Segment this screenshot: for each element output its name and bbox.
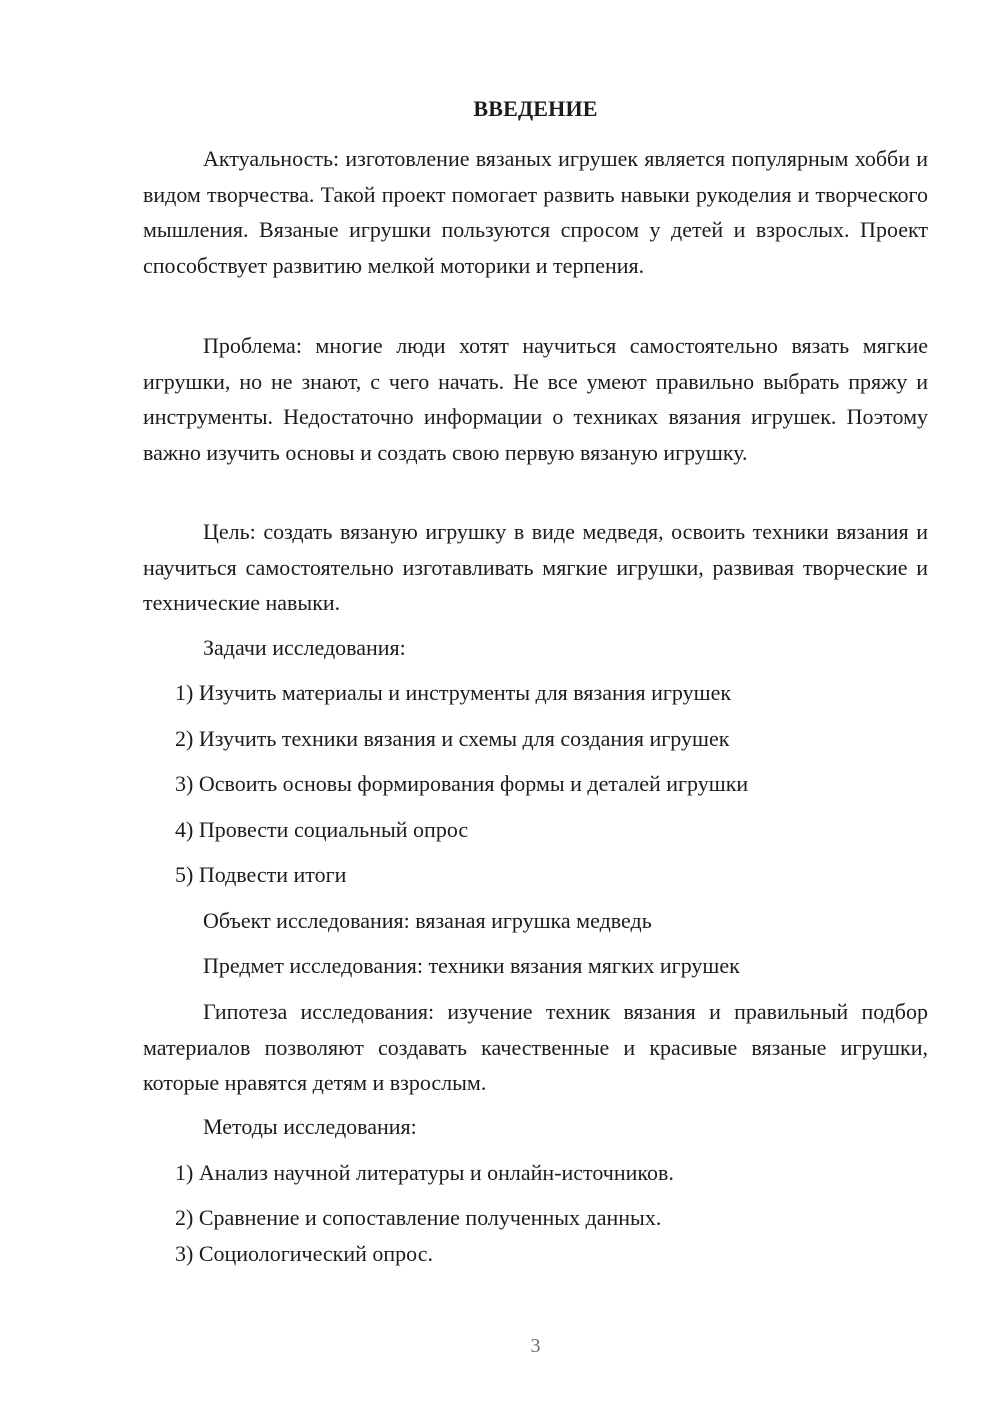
section-title: ВВЕДЕНИЕ bbox=[473, 96, 598, 121]
page-number: 3 bbox=[530, 1335, 541, 1357]
methods-heading: Методы исследования: bbox=[203, 1114, 417, 1139]
task-item: 3) Освоить основы формирования формы и деталей игрушки bbox=[175, 771, 749, 796]
task-item: 2) Изучить техники вязания и схемы для создания игрушек bbox=[175, 726, 730, 751]
task-item: 4) Провести социальный опрос bbox=[175, 817, 469, 842]
research-object: Объект исследования: вязаная игрушка медведь bbox=[203, 908, 652, 933]
problem-paragraph: Проблема: многие люди хотят научиться самостоятельно вязать мягкие игрушки, но не знают, с чего начать. Не все умеют правильно выбрать пряжу и инструменты. Недостаточно информации о техниках вязания игрушек. Поэтому важно изучить основы и создать свою первую вязаную игрушку. bbox=[143, 333, 928, 465]
method-item: 1) Анализ научной литературы и онлайн-источников. bbox=[175, 1160, 674, 1185]
hypothesis-paragraph: Гипотеза исследования: изучение техник вязания и правильный подбор материалов позволяют создавать качественные и красивые вязаные игрушки, которые нравятся детям и взрослым. bbox=[143, 999, 928, 1095]
tasks-heading: Задачи исследования: bbox=[203, 635, 406, 660]
goal-paragraph: Цель: создать вязаную игрушку в виде медведя, освоить техники вязания и научиться самостоятельно изготавливать мягкие игрушки, развивая творческие и технические навыки. bbox=[143, 519, 928, 615]
method-item: 2) Сравнение и сопоставление полученных данных. bbox=[175, 1205, 662, 1230]
task-item: 1) Изучить материалы и инструменты для вязания игрушек bbox=[175, 680, 732, 705]
relevance-paragraph: Актуальность: изготовление вязаных игрушек является популярным хобби и видом творчества. Такой проект помогает развить навыки рукоделия и творческого мышления. Вязаные игрушки пользуются спросом у детей и взрослых. Проект способствует развитию мелкой моторики и терпения. bbox=[143, 146, 928, 278]
document-page bbox=[143, 0, 928, 1414]
task-item: 5) Подвести итоги bbox=[175, 862, 347, 887]
method-item: 3) Социологический опрос. bbox=[175, 1241, 433, 1266]
research-subject: Предмет исследования: техники вязания мягких игрушек bbox=[203, 953, 740, 978]
